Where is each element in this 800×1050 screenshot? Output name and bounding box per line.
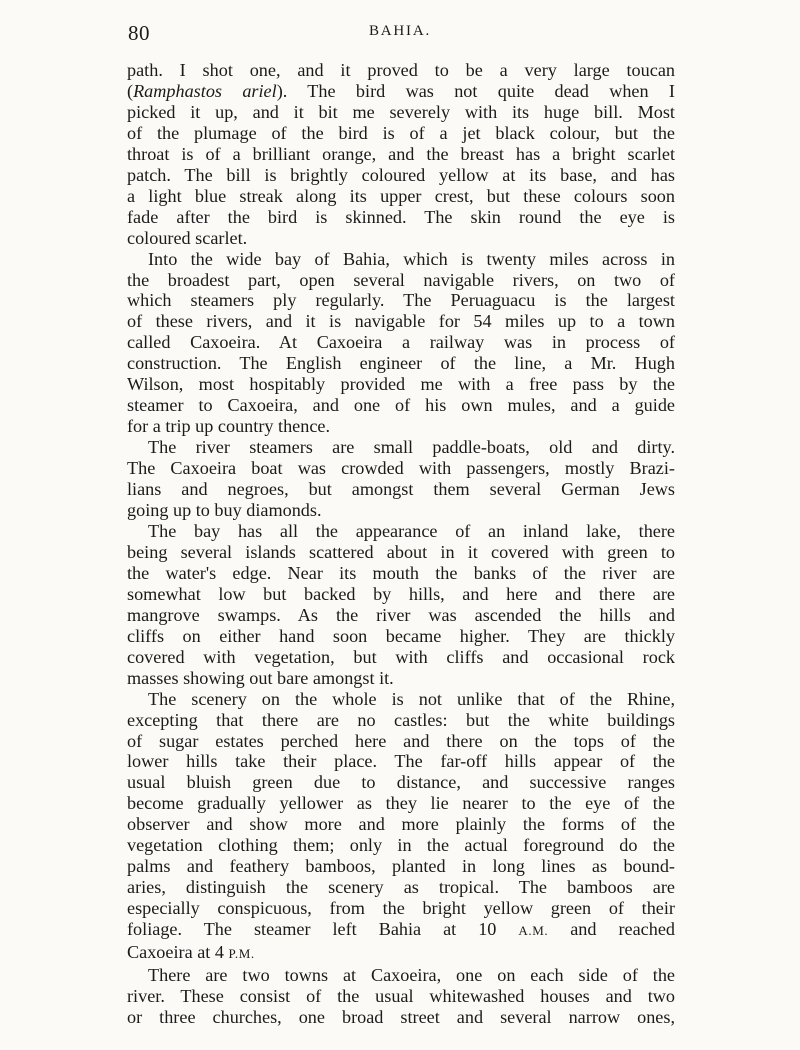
- text-segment: coloured scarlet.: [127, 227, 248, 248]
- text-line: [127, 814, 675, 835]
- text-line: [127, 898, 675, 919]
- text-segment: masses showing out bare amongst it.: [127, 667, 394, 688]
- text-line: [127, 793, 675, 814]
- text-segment: ). The bird was not quite dead when I: [276, 80, 675, 101]
- text-segment: usual bluish green due to distance, and successive ranges: [127, 772, 675, 793]
- text-line: [127, 500, 675, 521]
- paragraph: [127, 60, 675, 249]
- text-segment: foliage. The steamer left Bahia at 10: [127, 919, 519, 940]
- text-segment: become gradually yellower as they lie nearer to the eye of the: [127, 793, 675, 814]
- text-line: [127, 877, 675, 898]
- text-segment: for a trip up country thence.: [127, 416, 331, 437]
- text-line: [127, 521, 675, 542]
- text-segment: and reached: [548, 919, 676, 940]
- text-segment: especially conspicuous, from the bright yellow green of their: [127, 898, 675, 919]
- italic-species-name: Ramphastos ariel: [133, 80, 277, 101]
- running-head: BAHIA.: [368, 23, 432, 39]
- text-line: [127, 332, 675, 353]
- text-line: [127, 772, 675, 793]
- text-line: [127, 605, 675, 626]
- text-line: [127, 942, 675, 965]
- text-segment: palms and feathery bamboos, planted in long lines as bound-: [127, 856, 675, 877]
- text-line: [127, 479, 675, 500]
- text-segment: the water's edge. Near its mouth the banks of the river are: [127, 562, 675, 583]
- text-line: [127, 689, 675, 710]
- text-segment: fade after the bird is skinned. The skin round the eye is: [127, 206, 675, 227]
- paragraph: [127, 437, 675, 521]
- text-line: [127, 60, 675, 81]
- text-line: [127, 563, 675, 584]
- text-segment: observer and show more and more plainly the forms of the: [127, 814, 675, 835]
- text-line: [127, 207, 675, 228]
- text-line: [127, 584, 675, 605]
- page-header: [0, 18, 800, 50]
- text-segment: throat is of a brilliant orange, and the breast has a bright scarlet: [127, 143, 675, 164]
- text-line: [127, 542, 675, 563]
- text-segment: of the plumage of the bird is of a jet black colour, but the: [127, 122, 675, 143]
- text-line: [127, 102, 675, 123]
- text-segment: of these rivers, and it is navigable for 54 miles up to a town: [127, 311, 675, 332]
- text-segment: The scenery on the whole is not unlike that of the Rhine,: [148, 688, 675, 709]
- text-line: [127, 416, 675, 437]
- text-segment: vegetation clothing them; only in the actual foreground do the: [127, 835, 675, 856]
- text-line: [127, 856, 675, 877]
- text-line: [127, 710, 675, 731]
- paragraph: [127, 521, 675, 689]
- text-segment: (: [127, 80, 134, 101]
- text-segment: The bay has all the appearance of an inland lake, there: [148, 520, 675, 541]
- text-line: [127, 81, 675, 102]
- text-line: [127, 374, 675, 395]
- text-line: [127, 647, 675, 668]
- paragraph: [127, 249, 675, 438]
- paragraph: [127, 965, 675, 1028]
- text-segment: Caxoeira at 4: [127, 942, 229, 963]
- text-line: [127, 626, 675, 647]
- text-segment: path. I shot one, and it proved to be a very large toucan: [127, 60, 675, 80]
- text-line: [127, 458, 675, 479]
- text-segment: a light blue streak along its upper crest, but these colours soon: [127, 185, 675, 206]
- text-segment: Into the wide bay of Bahia, which is twenty miles across in: [148, 248, 675, 269]
- text-segment: lians and negroes, but amongst them several German Jews: [127, 479, 675, 500]
- text-segment: lower hills take their place. The far-off hills appear of the: [127, 751, 675, 772]
- text-line: [127, 353, 675, 374]
- text-line: [127, 186, 675, 207]
- text-line: [127, 437, 675, 458]
- text-line: [127, 123, 675, 144]
- text-segment: going up to buy diamonds.: [127, 500, 322, 521]
- text-segment: or three churches, one broad street and several narrow ones,: [127, 1006, 675, 1027]
- text-line: [127, 668, 675, 689]
- text-segment: somewhat low but backed by hills, and here and there are: [127, 583, 675, 604]
- text-segment: mangrove swamps. As the river was ascended the hills and: [127, 604, 675, 625]
- text-segment: Wilson, most hospitably provided me with a free pass by the: [127, 374, 675, 395]
- text-line: [127, 290, 675, 311]
- text-segment: construction. The English engineer of the line, a Mr. Hugh: [127, 353, 675, 374]
- small-caps-time: P.M.: [228, 946, 255, 962]
- text-line: [127, 395, 675, 416]
- text-segment: picked it up, and it bit me severely with its huge bill. Most: [127, 101, 675, 122]
- text-segment: of sugar estates perched here and there on the tops of the: [127, 730, 675, 751]
- text-line: [127, 986, 675, 1007]
- small-caps-time: A.M.: [518, 923, 549, 939]
- text-segment: steamer to Caxoeira, and one of his own mules, and a guide: [127, 395, 675, 416]
- text-line: [127, 731, 675, 752]
- text-segment: cliffs on either hand soon became higher. They are thickly: [127, 625, 675, 646]
- text-segment: There are two towns at Caxoeira, one on each side of the: [148, 964, 675, 985]
- page-number: 80: [128, 21, 150, 45]
- paragraph: [127, 689, 675, 965]
- text-line: [127, 144, 675, 165]
- text-line: [127, 228, 675, 249]
- text-segment: which steamers ply regularly. The Peruaguacu is the largest: [127, 290, 675, 311]
- text-segment: called Caxoeira. At Caxoeira a railway was in process of: [127, 332, 675, 353]
- body-text: [127, 60, 675, 1028]
- text-line: [127, 965, 675, 986]
- text-line: [127, 835, 675, 856]
- text-segment: river. These consist of the usual whitewashed houses and two: [127, 985, 675, 1006]
- text-segment: excepting that there are no castles: but the white buildings: [127, 709, 675, 730]
- text-line: [127, 919, 675, 942]
- text-segment: aries, distinguish the scenery as tropical. The bamboos are: [127, 877, 675, 898]
- text-segment: covered with vegetation, but with cliffs and occasional rock: [127, 646, 675, 667]
- text-segment: patch. The bill is brightly coloured yellow at its base, and has: [127, 164, 675, 185]
- text-segment: being several islands scattered about in it covered with green to: [127, 541, 675, 562]
- text-line: [127, 1007, 675, 1028]
- text-segment: The river steamers are small paddle-boats, old and dirty.: [148, 437, 675, 458]
- text-line: [127, 165, 675, 186]
- text-segment: The Caxoeira boat was crowded with passengers, mostly Brazi-: [127, 458, 675, 479]
- text-line: [127, 311, 675, 332]
- text-line: [127, 249, 675, 270]
- text-line: [127, 270, 675, 291]
- text-line: [127, 751, 675, 772]
- text-segment: the broadest part, open several navigable rivers, on two of: [127, 269, 675, 290]
